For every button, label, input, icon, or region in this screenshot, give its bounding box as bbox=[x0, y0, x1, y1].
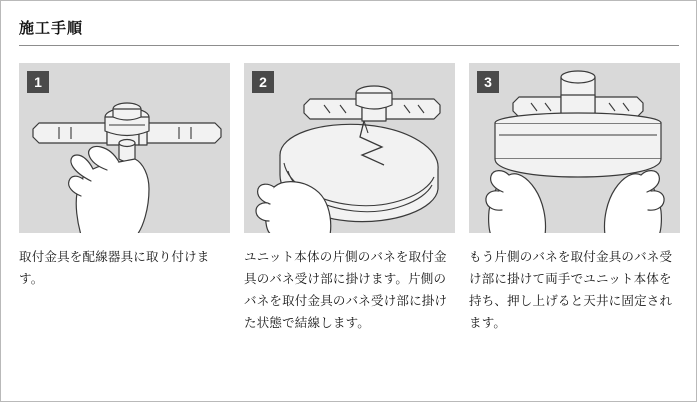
step-3-illustration-push-up-to-ceiling bbox=[469, 63, 680, 233]
steps-container bbox=[19, 63, 679, 335]
step-3-figure bbox=[469, 63, 680, 233]
step-number-badge: 2 bbox=[252, 71, 274, 93]
page-title: 施工手順 bbox=[19, 20, 84, 37]
step-1-figure bbox=[19, 63, 230, 233]
step-caption: もう片側のバネを取付金具のバネ受け部に掛けて両手でユニット本体を持ち、押し上げると天井に固定されます。 bbox=[469, 250, 673, 330]
step-caption: 取付金具を配線器具に取り付けます。 bbox=[19, 250, 210, 286]
step-item bbox=[244, 63, 455, 335]
title-divider bbox=[19, 45, 679, 46]
step-1-illustration-bracket-to-wiring-device bbox=[19, 63, 230, 233]
step-number-badge: 1 bbox=[27, 71, 49, 93]
step-item bbox=[469, 63, 680, 335]
step-number-badge: 3 bbox=[477, 71, 499, 93]
step-caption: ユニット本体の片側のバネを取付金具のバネ受け部に掛けます。片側のバネを取付金具のバネ受け部に掛けた状態で結線します。 bbox=[244, 250, 448, 330]
step-2-figure bbox=[244, 63, 455, 233]
step-2-illustration-hook-one-spring bbox=[244, 63, 455, 233]
step-item bbox=[19, 63, 230, 335]
